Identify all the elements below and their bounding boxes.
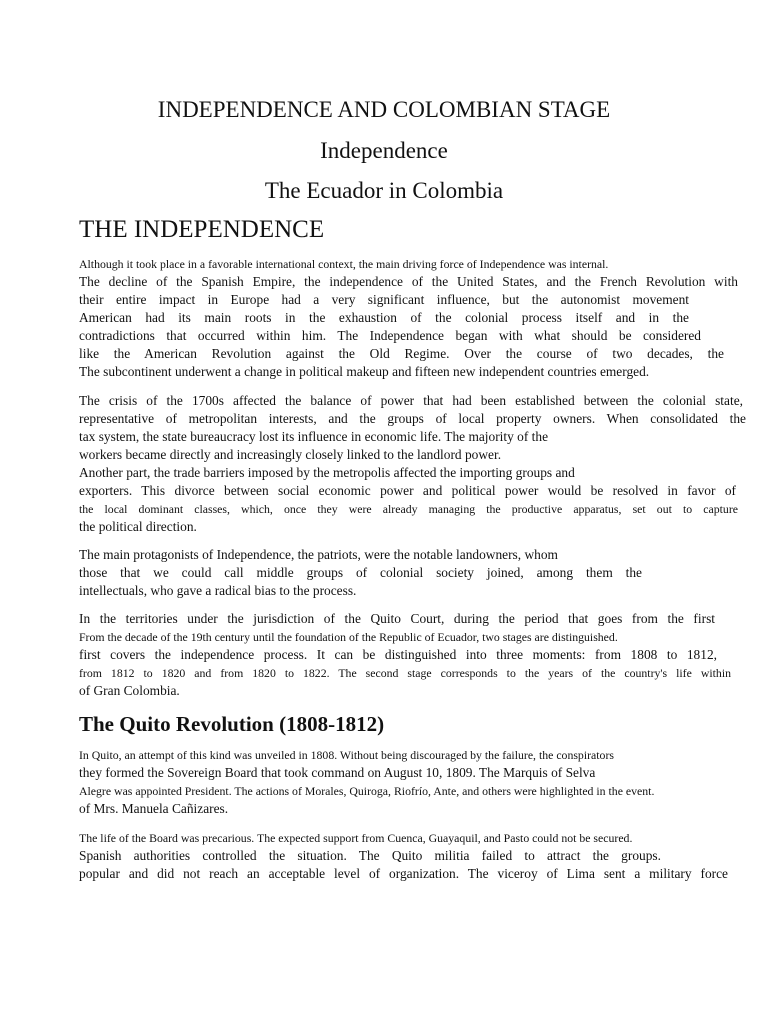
section-heading: THE INDEPENDENCE — [79, 216, 325, 243]
text-line: those that we could call middle groups of colonial society joined, among them the — [79, 565, 642, 580]
text-line: The life of the Board was precarious. The expected support from Cuenca, Guayaquil, and Pasto could not be secured. — [79, 831, 633, 845]
text-line: the local dominant classes, which, once they were already managing the productive apparatus, set out to capture — [79, 502, 738, 516]
text-line: contradictions that occurred within him. The Independence began with what should be considered — [79, 328, 701, 343]
text-line: workers became directly and increasingly closely linked to the landlord power. — [79, 447, 502, 462]
subsection-heading: The Quito Revolution (1808-1812) — [79, 712, 385, 736]
text-line: of Gran Colombia. — [79, 683, 180, 698]
text-line: popular and did not reach an acceptable level of organization. The viceroy of Lima sent a military force — [79, 866, 728, 881]
text-line: The decline of the Spanish Empire, the independence of the United States, and the French Revolution with — [79, 274, 738, 289]
text-line: of Mrs. Manuela Cañizares. — [79, 801, 229, 816]
text-line: they formed the Sovereign Board that took command on August 10, 1809. The Marquis of Selva — [79, 765, 596, 780]
text-line: Spanish authorities controlled the situation. The Quito militia failed to attract the groups. — [79, 848, 661, 863]
text-line: like the American Revolution against the Old Regime. Over the course of two decades, the — [79, 346, 724, 361]
text-line: The crisis of the 1700s affected the balance of power that had been established between the colonial state, — [79, 393, 743, 408]
text-line: from 1812 to 1820 and from 1820 to 1822. The second stage corresponds to the years of the country's life within — [79, 666, 731, 680]
text-line: From the decade of the 19th century until the foundation of the Republic of Ecuador, two stages are distinguished. — [79, 630, 618, 644]
text-line: American had its main roots in the exhaustion of the colonial process itself and in the — [79, 310, 689, 325]
text-line: The main protagonists of Independence, the patriots, were the notable landowners, whom — [79, 547, 558, 562]
text-line: In Quito, an attempt of this kind was unveiled in 1808. Without being discouraged by the failure, the conspirators — [79, 748, 614, 762]
text-line: representative of metropolitan interests, and the groups of local property owners. When consolidated the — [79, 411, 746, 426]
text-line: Alegre was appointed President. The actions of Morales, Quiroga, Riofrío, Ante, and others were highlighted in the event. — [79, 784, 655, 798]
document-subtitle-2: The Ecuador in Colombia — [264, 178, 504, 203]
text-line: Another part, the trade barriers imposed by the metropolis affected the importing groups and — [79, 465, 575, 480]
text-line: first covers the independence process. It can be distinguished into three moments: from 1808 to 1812, — [79, 647, 717, 662]
text-line: exporters. This divorce between social economic power and political power would be resolved in favor of — [79, 483, 736, 498]
text-line: The subcontinent underwent a change in political makeup and fifteen new independent countries emerged. — [79, 364, 650, 379]
text-line: intellectuals, who gave a radical bias to the process. — [79, 583, 357, 598]
text-line: the political direction. — [79, 519, 197, 534]
document-subtitle: Independence — [320, 138, 448, 163]
document-title: INDEPENDENCE AND COLOMBIAN STAGE — [157, 97, 611, 122]
text-line: tax system, the state bureaucracy lost its influence in economic life. The majority of the — [79, 429, 549, 444]
text-line: their entire impact in Europe had a very significant influence, but the autonomist movement — [79, 292, 689, 307]
text-line: Although it took place in a favorable international context, the main driving force of Independence was internal. — [79, 257, 609, 271]
text-line: In the territories under the jurisdiction of the Quito Court, during the period that goes from the first — [79, 611, 715, 626]
